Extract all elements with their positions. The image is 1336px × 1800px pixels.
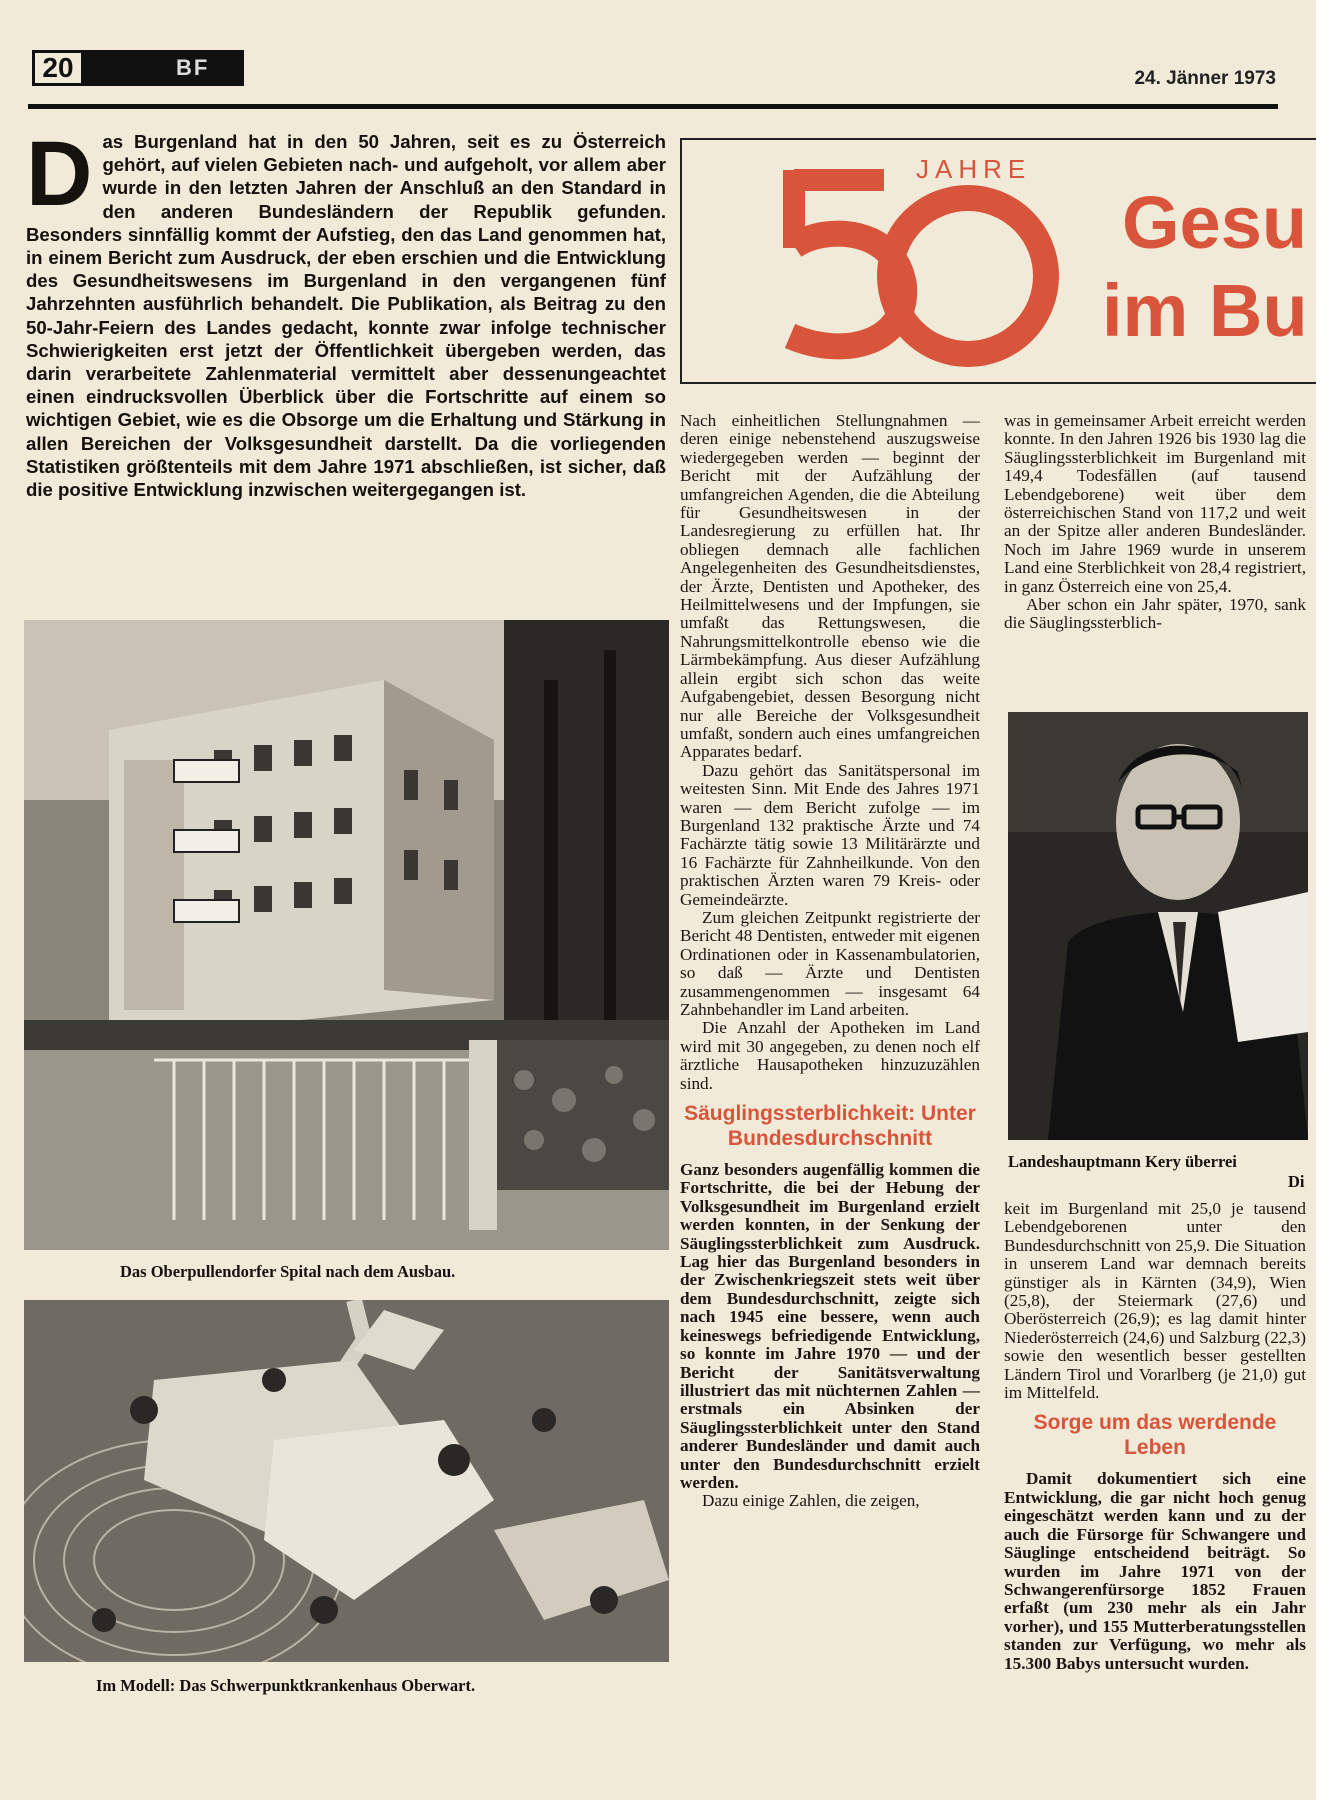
right-bold-paragraph: Damit dokumentiert sich eine Entwicklung, die gar nicht hoch genug eingeschätzt werden kann und zu der auch die Fürsorge für Schwangere und Säuglinge entscheidend beiträgt. So wurden im Jahre 1971 von der Schwangerenfürsorge 1852 Frauen erfaßt (um 230 mehr als ein Jahr vorher), und 155 Mutterberatungsstellen standen zur Verfügung, wo mehr als 15.300 Babys untersucht wurden. bbox=[1004, 1469, 1306, 1673]
middle-paragraph: Zum gleichen Zeitpunkt registrierte der Bericht 48 Dentisten, entweder mit eigenen Ordinationen oder in Kassenambulatorien, so daß — Ärzte und Dentisten zusammengenommen — insgesamt 64 Zahnbehandler im Land arbeiten. bbox=[680, 907, 980, 1019]
model-photo-image bbox=[24, 1300, 669, 1662]
jahre-label: JAHRE bbox=[916, 154, 1032, 184]
middle-paragraph: Die Anzahl der Apotheken im Land wird mit 30 angegeben, zu denen noch elf ärztliche Hausapotheken hinzuzuzählen sind. bbox=[680, 1018, 980, 1093]
section-label: BF bbox=[84, 50, 244, 86]
right-continued-paragraph: keit im Burgenland mit 25,0 je tausend Lebendgeborenen unter den Bundesdurchschnitt von 25,9. Die Situation in unserem Land war demnach bereits günstiger als in Kärnten (34,9), Wien (25,8), der Steiermark (27,6) und Oberösterreich (26,9); es lag damit hinter Niederösterreich (24,6) und Salzburg (22,3) sowie den wesentlich besser gestellten Ländern Tirol und Vorarlberg (je 21,0) gut im Mittelfeld. bbox=[1004, 1199, 1306, 1403]
model-photo-caption: Im Modell: Das Schwerpunktkrankenhaus Oberwart. bbox=[96, 1676, 476, 1695]
column-right-bottom bbox=[1004, 1200, 1306, 1673]
lead-paragraph bbox=[26, 123, 666, 501]
anniversary-logo-box bbox=[680, 138, 1316, 384]
header-rule bbox=[28, 104, 1278, 109]
middle-paragraph: Dazu gehört das Sanitätspersonal im weitesten Sinn. Mit Ende des Jahres 1971 waren — dem Bericht zufolge — im Burgenland 132 praktische Ärzte und 74 Fachärzte tätig sowie 13 Militärärzte und 16 Fachärzte für Zahnheilkunde. Von den praktischen Ärzten waren 79 Kreis- oder Gemeindeärzte. bbox=[680, 760, 980, 909]
hospital-photo bbox=[24, 620, 669, 1250]
hospital-photo-image bbox=[24, 620, 669, 1250]
issue-date: 24. Jänner 1973 bbox=[1134, 68, 1276, 89]
right-paragraph: Aber schon ein Jahr später, 1970, sank die Säuglingssterblich- bbox=[1004, 595, 1306, 633]
middle-last-line: Dazu einige Zahlen, die zeigen, bbox=[702, 1491, 920, 1511]
lead-text: as Burgenland hat in den 50 Jahren, seit es zu Österreich gehört, auf vielen Gebieten nach- und aufgeholt, vor allem aber wurde in den letzten Jahren der Anschluß an den Standard in den anderen Bundesländern der Republik gefunden. Besonders sinnfällig kommt der Aufstieg, den das Land genommen hat, in einem Bericht zum Ausdruck, der eben erschien und die Entwicklung des Gesundheitswesens im Burgenland in den vergangenen fünf Jahrzehnten ausführlich behandelt. Die Publikation, als Beitrag zu den 50-Jahr-Feiern des Landes gedacht, konnte zwar infolge technischer Schwierigkeiten erst jetzt der Öffentlichkeit übergeben werden, das darin verarbeitete Zahlenmaterial vermittelt aber dessenungeachtet einen eindrucksvollen Überblick über die Fortschritte auf einem so wichtigen Gebiet, wie es die Obsorge um die Erhaltung und Stärkung in allen Bereichen der Volksgesundheit darstellt. Da die vorliegenden Statistiken größtenteils mit dem Jahre 1971 abschließen, ist sicher, daß die positive Entwicklung inzwischen weitergegangen ist. bbox=[26, 131, 666, 501]
column-middle bbox=[680, 412, 980, 1511]
portrait-photo bbox=[1008, 712, 1308, 1140]
model-photo bbox=[24, 1300, 669, 1662]
portrait-caption-line-1: Landeshauptmann Kery überrei bbox=[1008, 1152, 1237, 1171]
headline-line-2: im Bu bbox=[1102, 269, 1308, 352]
page-number: 20 bbox=[32, 50, 84, 86]
subhead-infant-mortality: Säuglingssterblichkeit: Unter Bundesdurchschnitt bbox=[684, 1102, 976, 1151]
hospital-photo-caption: Das Oberpullendorfer Spital nach dem Ausbau. bbox=[120, 1262, 456, 1281]
portrait-photo-image bbox=[1008, 712, 1308, 1140]
middle-paragraph: Nach einheitlichen Stellungnahmen — deren einige nebenstehend auszugsweise wiedergegeben werden — beginnt der Bericht mit der Aufzählung der umfangreichen Agenden, die die Abteilung für Gesundheitswesen in der Landesregierung zu erfüllen hat. Ihr obliegen demnach alle fachlichen Angelegenheiten des Gesundheitsdienstes, der Ärzte, Dentisten und Apotheker, des Heilmittelwesens und der Impfungen, sie umfaßt das Rettungswesen, die Nahrungsmittelkontrolle ebenso wie die Lärmbekämpfung. Aus dieser Aufzählung allein ergibt sich schon das weite Aufgabengebiet, dessen Besorgung nicht nur alle Bereiche der Volksgesundheit umfaßt, sondern auch eines umfangreichen Apparates bedarf. bbox=[680, 411, 980, 762]
column-right-top bbox=[1004, 412, 1306, 633]
drop-cap: D bbox=[26, 123, 93, 225]
subhead-prenatal-care: Sorge um das werdende Leben bbox=[1033, 1411, 1277, 1460]
right-paragraph: was in gemeinsamer Arbeit erreicht werden konnte. In den Jahren 1926 bis 1930 lag die Säuglingssterblichkeit im Burgenland mit 149,4 Todesfällen (auf tausend Lebendgeborene) weit über dem österreichischen Stand von 117,2 und weit an der Spitze aller anderen Bundesländer. Noch im Jahre 1969 wurde in unserem Land eine Sterblichkeit von 28,4 registriert, in ganz Österreich eine von 25,4. bbox=[1004, 411, 1306, 596]
middle-bold-paragraph: Ganz besonders augenfällig kommen die Fortschritte, die bei der Hebung der Volksgesundheit im Burgenland erzielt werden konnten, in der Senkung der Säuglingssterblichkeit zum Ausdruck. Lag hier das Burgenland besonders in der Zwischenkriegszeit stets weit über dem Bundesdurchschnitt, zeigte sich nach 1945 eine bessere, wenn auch keineswegs befriedigende Entwicklung, so konnte im Jahre 1970 — und der Bericht der Sanitätsverwaltung illustriert das mit nüchternen Zahlen — erstmals ein Absinken der Säuglingssterblichkeit unter den Stand anderer Bundesländer und damit auch unter den Bundesdurchschnitt erzielt werden. bbox=[680, 1160, 980, 1492]
headline-line-1: Gesu bbox=[1122, 181, 1308, 264]
portrait-caption-line-2: Di bbox=[1288, 1172, 1305, 1191]
fifty-years-logo bbox=[766, 146, 1066, 376]
